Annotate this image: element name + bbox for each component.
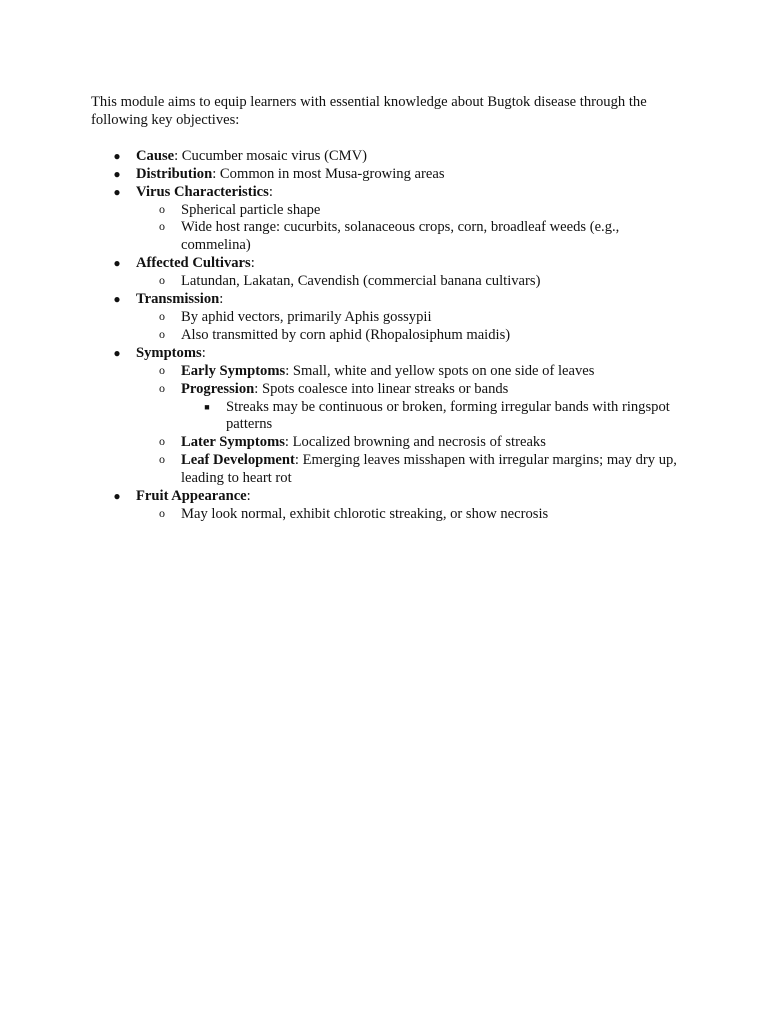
list-item-affected-cultivars [91,255,681,291]
sub-item [136,363,681,381]
bullet-icon: ● [113,184,121,199]
sub-item-text: : Emerging leaves misshapen with irregular margins; may dry up, leading to heart rot [181,452,677,487]
sub-item [136,381,681,435]
square-bullet-icon: ■ [204,401,210,412]
bullet-icon: ● [113,345,121,360]
sub-sub-item [181,399,681,435]
sub-item-text: : Spots coalesce into linear streaks or bands [254,380,509,397]
sub-list [136,273,681,291]
objectives-list [91,148,681,524]
item-text: : [219,291,224,308]
sub-item-text: Spherical particle shape [181,201,321,218]
item-text: : [246,488,251,505]
sub-item-lead: Progression [181,380,255,397]
sub-item-lead: Later Symptoms [181,434,285,451]
bullet-icon: ● [113,148,121,163]
intro-paragraph: This module aims to equip learners with essential knowledge about Bugtok disease through the following key objectives: [91,94,647,128]
sub-sub-item-text: Streaks may be continuous or broken, forming irregular bands with ringspot patterns [226,398,670,433]
sub-item-text: May look normal, exhibit chlorotic streaking, or show necrosis [181,505,549,522]
item-text: : Cucumber mosaic virus (CMV) [174,147,368,164]
item-lead: Fruit Appearance [136,488,247,505]
sub-item [136,327,681,345]
list-item-transmission [91,291,681,345]
bullet-icon: ● [113,292,121,307]
bullet-icon: ● [113,489,121,504]
list-item-symptoms [91,345,681,488]
bullet-icon: ● [113,166,121,181]
circle-bullet-icon: o [159,380,165,395]
sub-item-lead: Early Symptoms [181,362,286,379]
circle-bullet-icon: o [159,273,165,288]
sub-item [136,219,681,255]
sub-list [136,309,681,345]
bullet-icon: ● [113,256,121,271]
circle-bullet-icon: o [159,201,165,216]
circle-bullet-icon: o [159,219,165,234]
sub-item-lead: Leaf Development [181,452,295,469]
sub-list [136,363,681,488]
sub-item [136,434,681,452]
document-page [91,94,681,524]
sub-item [136,273,681,291]
sub-item [136,202,681,220]
item-lead: Affected Cultivars [136,255,251,272]
item-text: : [268,183,273,200]
sub-item [136,452,681,488]
sub-item [136,506,681,524]
circle-bullet-icon: o [159,362,165,377]
sub-item-text: Wide host range: cucurbits, solanaceous crops, corn, broadleaf weeds (e.g., commelina) [181,219,620,254]
sub-item [136,309,681,327]
item-text: : [250,255,255,272]
circle-bullet-icon: o [159,452,165,467]
list-item-fruit-appearance [91,488,681,524]
item-lead: Symptoms [136,344,202,361]
sub-item-text: Latundan, Lakatan, Cavendish (commercial banana cultivars) [181,273,541,290]
item-text: : [201,344,206,361]
item-lead: Distribution [136,165,213,182]
list-item-cause [91,148,681,166]
circle-bullet-icon: o [159,308,165,323]
sub-list [136,506,681,524]
sub-list [136,202,681,256]
list-item-distribution [91,166,681,184]
list-item-virus-characteristics [91,184,681,256]
sub-item-text: By aphid vectors, primarily Aphis gossypii [181,308,432,325]
circle-bullet-icon: o [159,434,165,449]
item-lead: Virus Characteristics [136,183,269,200]
sub-item-text: : Small, white and yellow spots on one side of leaves [285,362,595,379]
circle-bullet-icon: o [159,505,165,520]
sub-sub-list [181,399,681,435]
item-lead: Transmission [136,291,220,308]
item-text: : Common in most Musa-growing areas [212,165,445,182]
sub-item-text: : Localized browning and necrosis of streaks [284,434,546,451]
circle-bullet-icon: o [159,326,165,341]
sub-item-text: Also transmitted by corn aphid (Rhopalosiphum maidis) [181,326,511,343]
item-lead: Cause [136,147,175,164]
